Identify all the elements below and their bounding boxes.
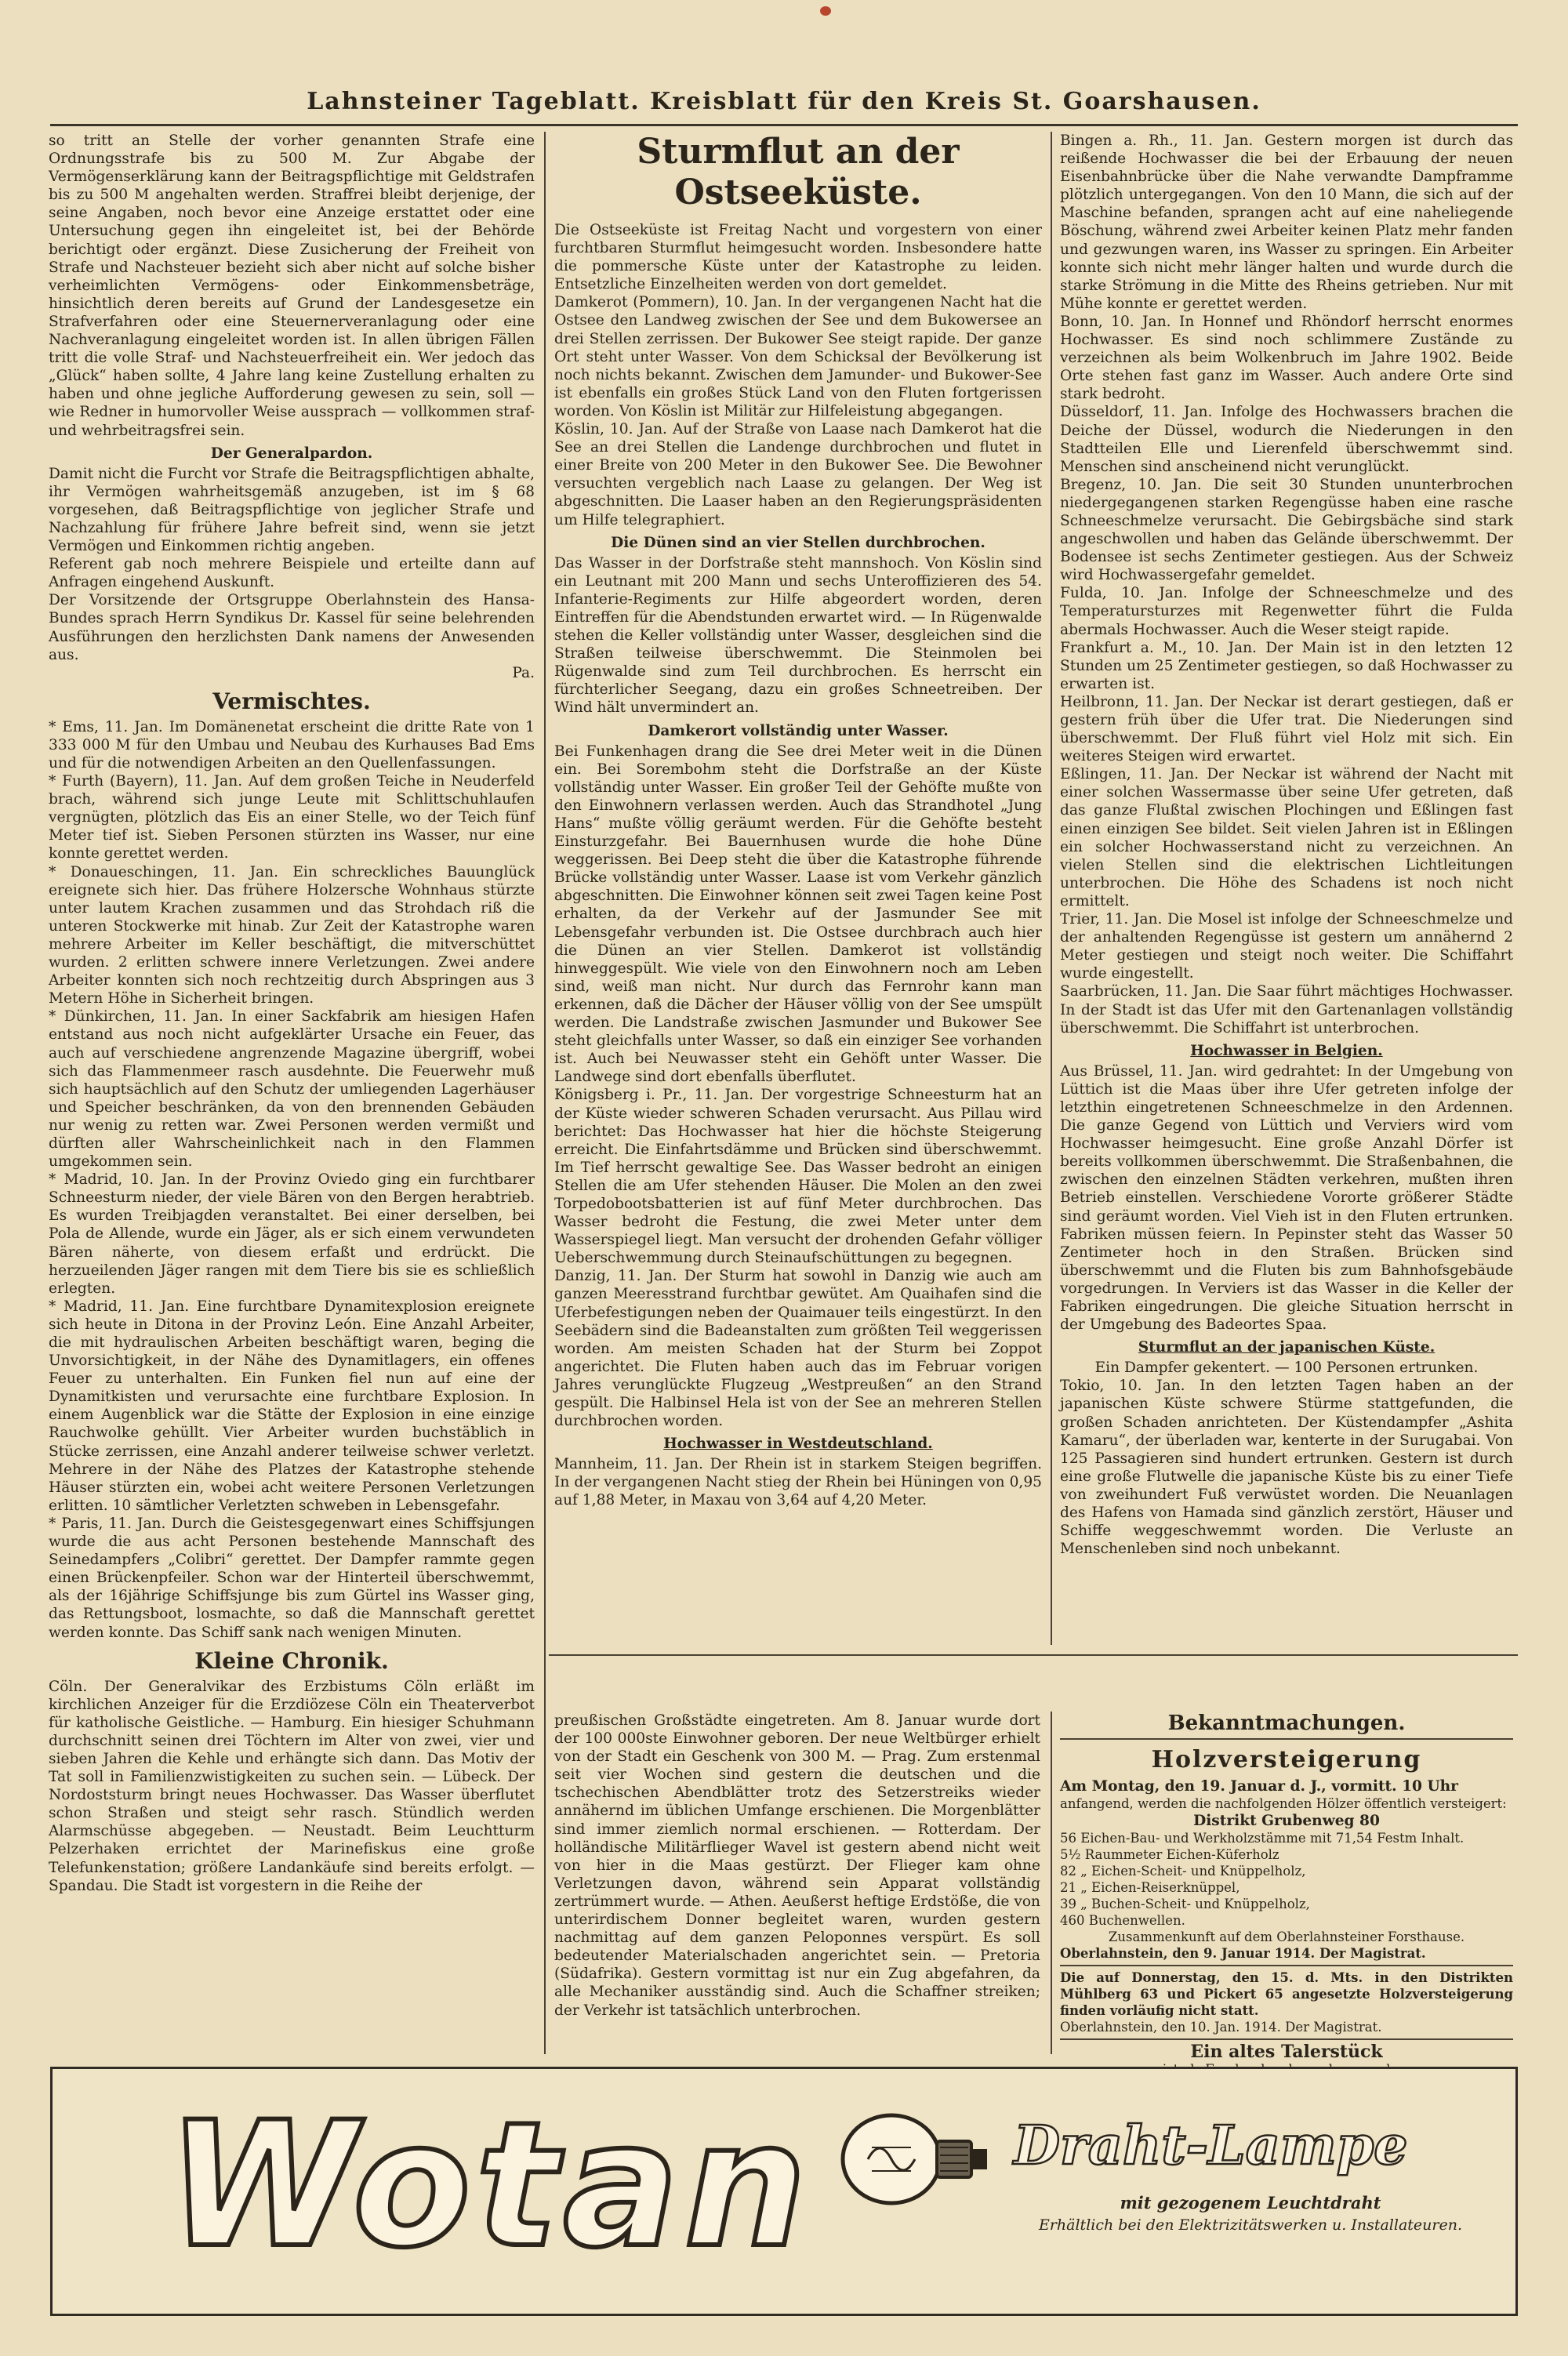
article-paragraph: Aus Brüssel, 11. Jan. wird gedrahtet: In der Umgebung von Lüttich ist die Maas über ihre Ufer getreten infolge der letzthin eingetretenen Schneeschmelze in den Ardennen. Die ganze Gegend von Lüttich und Verviers wird vom Hochwasser heimgesucht. Eine große Anzahl Dörfer ist bereits vollkommen überschwemmt. Die Straßenbahnen, die zwischen den einzelnen Städten verkehren, mußten ihren Betrieb einstellen. Verschiedene Vororte größerer Städte sind geräumt worden. Viel Vieh ist in den Fluten ertrunken. Fabriken müssen feiern. In Pepinster steht das Wasser 50 Zentimeter hoch in den Straßen. Brücken sind überschwemmt und die Fluten bis zum Bahnhofsgebäude vorgedrungen. In Verviers ist das Wasser in die Keller der Fabriken eingedrungen. Die gleiche Situation herrscht in der Umgebung des Badeortes Spaa. (1060, 1062, 1513, 1334)
auction-description: anfangend, werden die nachfolgenden Hölzer öffentlich versteigert: (1060, 1796, 1507, 1812)
announcements (1060, 1712, 1513, 2063)
section-rule (549, 1654, 1518, 1656)
column-rule-2 (1051, 132, 1052, 1645)
cancellation-text: Die auf Donnerstag, den 15. d. Mts. in den Distrikten Mühlberg 63 und Pickert 65 angesetzte Holzversteigerung finden vorläufig nicht statt. (1060, 1970, 1513, 2019)
article-paragraph: Referent gab noch mehrere Beispiele und erteilte dann auf Anfragen eingehend Auskunft. (49, 556, 535, 591)
section-title-kleine-chronik: Kleine Chronik. (194, 1647, 389, 1674)
sub-heading: Hochwasser in Belgien. (1190, 1042, 1383, 1059)
column-right (1060, 132, 1513, 1645)
auction-lot: 460 Buchenwellen. (1060, 1913, 1185, 1929)
article-paragraph: Damkerot (Pommern), 10. Jan. In der vergangenen Nacht hat die Ostsee den Landweg zwischen der See und dem Bukowersee an drei Stellen zerrissen. Der Bukower See steigt rapide. Der ganze Ort steht unter Wasser. Von dem Schicksal der Bevölkerung ist noch nichts bekannt. Zwischen dem Jamunder- und Bukower-See ist ebenfalls ein großes Stück Land von den Fluten fortgerissen worden. Von Köslin ist Militär zur Hilfeleistung abgegangen. (554, 294, 1042, 419)
news-item: * Madrid, 10. Jan. In der Provinz Oviedo ging ein furchtbarer Schneesturm nieder, der viele Bären von den Bergen herabtrieb. Es wurden Treibjagden veranstaltet. Bei einer derselben, bei Pola de Allende, wurde ein Jäger, als er sich einem verwundeten Bären näherte, von diesem erfaßt und erdrückt. Die herzueilenden Jäger rangen mit dem Tiere bis sie es schließlich erlegten. (49, 1171, 535, 1297)
light-bulb-icon (837, 2100, 993, 2218)
news-item: Cöln. Der Generalvikar des Erzbistums Cöln erläßt im kirchlichen Anzeiger für die Erzdiözese Cöln ein Theaterverbot für katholische Geistliche. — Hamburg. Ein hiesiger Schuhmann durchschnitt seinen drei Töchtern im Alter von zwei, vier und sieben Jahren die Kehle und erhängte sich dann. Das Motiv der Tat soll in Familienzwistigkeiten zu suchen sein. — Lübeck. Der Nordoststurm bringt neues Hochwasser. Das Wasser überflutet schon Straßen und steigt sehr rasch. Stündlich werden Alarmschüsse abgegeben. — Neustadt. Beim Leuchtturm Pelzerhaken errichtet der Marinefiskus eine große Telefunkenstation; größere Landankäufe sind bereits erfolgt. — Spandau. Die Stadt ist vorgestern in die Reihe der (49, 1678, 535, 1894)
auction-lot: 39 „ Buchen-Scheit- und Knüppelholz, (1060, 1897, 1310, 1912)
wotan-advertisement (50, 2067, 1518, 2316)
news-item: * Paris, 11. Jan. Durch die Geistesgegenwart eines Schiffsjungen wurde die aus acht Personen bestehende Mannschaft des Seinedampfers „Colibri“ gerettet. Der Dampfer rammte gegen einen Brückenpfeiler. Schon war der Hinterteil überschwemmt, als der 16jährige Schiffsjunge bis zum Gürtel ins Wasser ging, das Rettungsboot, losmachte, so daß die Mannschaft gerettet werden konnte. Das Schiff sank nach wenigen Minuten. (49, 1515, 535, 1641)
section-title-vermischtes: Vermischtes. (212, 688, 371, 714)
news-item: * Madrid, 11. Jan. Eine furchtbare Dynamitexplosion ereignete sich heute in Ditona in der Provinz León. Eine Anzahl Arbeiter, die mit hydraulischen Arbeiten beschäftigt waren, beging die Unvorsichtigkeit, in der Nähe des Dynamitlagers, ein offenes Feuer zu unterhalten. Ein Funken fiel nun auf eine der Dynamitkisten und verursachte eine furchtbare Explosion. In einem Augenblick war die Stätte der Explosion in eine einzige Rauchwolke gehüllt. Vier Arbeiter wurden buchstäblich in Stücke zerrissen, eine Anzahl anderer teilweise schwer verletzt. Mehrere in der Nähe des Platzes der Katastrophe stehende Häuser stürzten ein, wobei acht weitere Personen Verletzungen erlitten. 10 sämtlicher Verletzten schweben in Lebensgefahr. (49, 1298, 535, 1514)
sub-heading: Die Dünen sind an vier Stellen durchbrochen. (611, 534, 985, 551)
article-paragraph: Das Wasser in der Dorfstraße steht mannshoch. Von Köslin sind ein Leutnant mit 200 Mann und sechs Unteroffizieren des 54. Infanterie-Regiments zur Hilfe abgeordert worden, deren Eintreffen für die Abendstunden erwartet wird. — In Rügenwalde stehen die Keller vollständig unter Wasser, desgleichen sind die Straßen teilweise überschwemmt. Die Steinmolen bei Rügenwalde sind zum Teil durchbrochen. Es herrscht ein fürchterlicher Seegang, dazu ein großes Schneetreiben. Der Wind hält unvermindert an. (554, 554, 1042, 717)
auction-title: Holzversteigerung (1151, 1746, 1422, 1773)
article-paragraph: Eßlingen, 11. Jan. Der Neckar ist während der Nacht mit einer solchen Wassermasse über seine Ufer getreten, daß das ganze Flußtal zwischen Plochingen und Eßlingen fast einen einzigen See bildet. Seit vielen Jahren ist in Eßlingen ein solcher Hochwasserstand nicht zu verzeichnen. An vielen Stellen sind die elektrischen Lichtleitungen unterbrochen. Die Höhe des Schadens ist noch nicht ermittelt. (1060, 766, 1513, 909)
auction-notice (1060, 1738, 1513, 1962)
column-rule-3 (1051, 1712, 1052, 2054)
auction-district: Distrikt Grubenweg 80 (1193, 1813, 1380, 1830)
news-item: * Furth (Bayern), 11. Jan. Auf dem großen Teiche in Neuderfeld brach, während sich junge Leute mit Schlittschuhlaufen vergnügten, plötzlich das Eis an einer Stelle, wo der Teich fünf Meter tief ist. Sieben Personen stürzten ins Wasser, nur eine konnte gerettet werden. (49, 773, 535, 862)
column-left (49, 132, 535, 2054)
article-paragraph: Mannheim, 11. Jan. Der Rhein ist in starkem Steigen begriffen. In der vergangenen Nacht stieg der Rhein bei Hüningen von 0,95 auf 1,88 Meter, in Maxau von 3,64 auf 4,20 Meter. (554, 1456, 1042, 1509)
column-rule-1 (544, 132, 546, 2054)
section-heading: Der Generalpardon. (210, 445, 373, 462)
article-paragraph: Köslin, 10. Jan. Auf der Straße von Laase nach Damkerot hat die See an drei Stellen die Landenge durchbrochen und flutet in einer Breite von 200 Meter in den Bukower See. Die Bewohner versuchten vergeblich nach Laase zu gelangen. Der Weg ist abgeschnitten. Die Laaser haben an den Regierungspräsidenten um Hilfe telegraphiert. (554, 421, 1042, 528)
article-paragraph: Bei Funkenhagen drang die See drei Meter weit in die Dünen ein. Bei Sorembohm steht die Dorfstraße an der Küste vollständig unter Wasser. Ein großer Teil der Gehöfte mußte von den Einwohnern verlassen werden. Auch das Strandhotel „Jung Hans“ mußte völlig geräumt werden. Für die Gehöfte besteht Einsturzgefahr. Bei Bauernhusen wurde die hohe Düne weggerissen. Bei Deep steht die über die Katastrophe führende Brücke vollständig unter Wasser. Laase ist vom Verkehr gänzlich abgeschnitten. Die Einwohner können seit zwei Tagen keine Post erhalten, da der Verkehr auf der Jasmunder See mit Lebensgefahr verbunden ist. Die Ostsee durchbrach auch hier die Dünen an vier Stellen. Damkerot ist vollständig hinweggespült. Wie viele von den Einwohnern noch am Leben sind, weiß man nicht. Nur durch das Fernrohr kann man erkennen, daß die Dächer der Häuser völlig von der See umspült werden. Die Landstraße zwischen Jasmunder und Bukower See steht gleichfalls unter Wasser, so daß ein einziger See vorhanden ist. Auch bei Neuwasser steht ein Gehöft unter Wasser. Die Landwege sind dort ebenfalls überflutet. (554, 742, 1042, 1086)
article-paragraph: Düsseldorf, 11. Jan. Infolge des Hochwassers brachen die Deiche der Düssel, wodurch die Niederungen in den Stadtteilen Elle und Lierenfeld überschwemmt sind. Menschen sind anscheinend nicht verunglückt. (1060, 404, 1513, 475)
author-initials: Pa. (512, 664, 535, 681)
page-damage-mark (820, 6, 831, 16)
auction-lot: 56 Eichen-Bau- und Werkholzstämme mit 71,54 Festm Inhalt. (1060, 1831, 1465, 1846)
column-middle-lower (554, 1712, 1040, 2054)
news-item: * Dünkirchen, 11. Jan. In einer Sackfabrik am hiesigen Hafen entstand aus noch nicht aufgeklärter Ursache ein Feuer, das auch auf verschiedene angrenzende Magazine übergriff, wobei sich das Flammenmeer rasch ausdehnte. Die Feuerwehr muß sich hauptsächlich auf den Schutz der umliegenden Lagerhäuser und Speicher beschränken, da von den brennenden Gebäuden nur wenig zu retten war. Zwei Personen werden vermißt und dürften aller Wahrscheinlichkeit nach in den Flammen umgekommen sein. (49, 1008, 535, 1171)
article-paragraph: Tokio, 10. Jan. In den letzten Tagen haben an der japanischen Küste schwere Stürme stattgefunden, die großen Schaden anrichteten. Der Küstendampfer „Ashita Kamaru“, der überladen war, kenterte in der Surugabai. Von 125 Passagieren sind hundert ertrunken. Gestern ist durch eine große Flutwelle die japanische Küste bis zu einer Tiefe von zweihundert Fuß verwüstet worden. Die Neuanlagen des Hafens von Hamada sind gänzlich zerstört, Häuser und Schiffe weggeschwemmt worden. Die Verluste an Menschenleben sind noch unbekannt. (1060, 1378, 1513, 1558)
article-paragraph: Saarbrücken, 11. Jan. Die Saar führt mächtiges Hochwasser. In der Stadt ist das Ufer mit den Gartenanlagen vollständig überschwemmt. Die Schiffahrt ist unterbrochen. (1060, 983, 1513, 1036)
cancellation-notice (1060, 1965, 1513, 2035)
article-paragraph: Bregenz, 10. Jan. Die seit 30 Stunden ununterbrochen niedergegangenen starken Regengüsse haben eine rasche Schneeschmelze verursacht. Die Gebirgsbäche sind stark angeschwollen und haben das Gelände überschwemmt. Der Bodensee ist sechs Zentimeter gestiegen. Aus der Schweiz wird Hochwassergefahr gemeldet. (1060, 476, 1513, 584)
auction-lot: 82 „ Eichen-Scheit- und Knüppelholz, (1060, 1864, 1306, 1879)
sub-heading: Damkerort vollständig unter Wasser. (648, 722, 949, 739)
announcements-title: Bekanntmachungen. (1167, 1712, 1406, 1735)
article-paragraph: Bonn, 10. Jan. In Honnef und Rhöndorf herrscht enormes Hochwasser. Es sind noch schlimmere Zustände zu verzeichnen als beim Wolkenbruch im Jahre 1902. Beide Orte stehen fast ganz im Wasser. Auch andere Orte sind stark bedroht. (1060, 313, 1513, 403)
lost-found-title: Ein altes Talerstück (1190, 2042, 1383, 2063)
news-item: preußischen Großstädte eingetreten. Am 8. Januar wurde dort der 100 000ste Einwohner geboren. Der neue Weltbürger erhielt von der Stadt ein Geschenk von 300 M. — Prag. Zum erstenmal seit vier Wochen sind gestern die deutschen und die tschechischen Abendblätter trotz des Setzerstreiks wieder annähernd im üblichen Umfange erschienen. Die Morgenblätter sind immer ziemlich normal erschienen. — Rotterdam. Der holländische Militärflieger Wavel ist gestern abend nicht weit von hier in die Maas gestürzt. Der Flieger kam ohne Verletzungen davon, während sein Apparat vollständig zertrümmert wurde. — Athen. Aeußerst heftige Erdstöße, die von unterirdischem Donner begleitet waren, wurden gestern nachmittag auf dem ganzen Peloponnes verspürt. Es soll bedeutender Materialschaden angerichtet sein. — Pretoria (Südafrika). Gestern vormittag ist nur ein Zug abgefahren, da alle Mechaniker ausständig sind. Auch die Schaffner streiken; der Verkehr ist tatsächlich unterbrochen. (554, 1712, 1040, 2019)
auction-date: Am Montag, den 19. Januar d. J., vormitt. 10 Uhr (1060, 1778, 1458, 1795)
column-middle (554, 132, 1042, 1645)
auction-signature: Oberlahnstein, den 9. Januar 1914. Der Magistrat. (1060, 1946, 1426, 1962)
ad-tagline: mit gezogenem Leuchtdraht (1120, 2193, 1381, 2213)
article-paragraph: Der Vorsitzende der Ortsgruppe Oberlahnstein des Hansa-Bundes sprach Herrn Syndikus Dr. Kassel für seine belehrenden Ausführungen den herzlichsten Dank namens der Anwesenden aus. (49, 592, 535, 663)
auction-meeting-point: Zusammenkunft auf dem Oberlahnsteiner Forsthause. (1108, 1929, 1465, 1945)
masthead-rule (50, 124, 1518, 126)
article-paragraph: Danzig, 11. Jan. Der Sturm hat sowohl in Danzig wie auch am ganzen Meeresstrand furchtbar gewütet. Am Quaihafen sind die Uferbefestigungen neben der Quaimauer teils eingestürzt. In den Seebädern sind die Badeanstalten zum größten Teil weggerissen worden. Am meisten Schaden hat der Sturm bei Zoppot angerichtet. Die Fluten haben auch das im Februar vorigen Jahres verunglückte Flugzeug „Westpreußen“ an den Strand gespült. Die Halbinsel Hela ist von der See an mehreren Stellen durchbrochen worden. (554, 1268, 1042, 1430)
ad-product-name: Draht-Lampe (1014, 2115, 1408, 2177)
main-headline: Sturmflut an der Ostseeküste. (637, 132, 960, 212)
sub-heading: Hochwasser in Westdeutschland. (663, 1436, 933, 1453)
article-paragraph: Frankfurt a. M., 10. Jan. Der Main ist in den letzten 12 Stunden um 25 Zentimeter gestiegen, so daß Hochwasser zu erwarten ist. (1060, 639, 1513, 692)
news-item: * Ems, 11. Jan. Im Domänenetat erscheint die dritte Rate von 1 333 000 M für den Umbau und Neubau des Kurhauses Bad Ems und für die notwendigen Arbeiten an den Quellenfassungen. (49, 718, 535, 771)
auction-lot: 5½ Raummeter Eichen-Küferholz (1060, 1847, 1279, 1863)
article-paragraph: Fulda, 10. Jan. Infolge der Schneeschmelze und des Temperatursturzes mit Regenwetter führt die Fulda abermals Hochwasser. Auch die Weser steigt rapide. (1060, 585, 1513, 638)
article-paragraph: Die Ostseeküste ist Freitag Nacht und vorgestern von einer furchtbaren Sturmflut heimgesucht worden. Insbesondere hatte die pommersche Küste unter der Katastrophe zu leiden. Entsetzliche Einzelheiten werden von dort gemeldet. (554, 222, 1042, 293)
article-paragraph: Bingen a. Rh., 11. Jan. Gestern morgen ist durch das reißende Hochwasser die bei der Erbauung der neuen Eisenbahnbrücke über die Nahe verwandte Dampframme plötzlich untergegangen. Von den 10 Mann, die sich auf der Maschine befanden, sprangen acht auf eine naheliegende Böschung, während zwei Arbeiter keinen Platz mehr fanden und gezwungen waren, ins Wasser zu springen. Ein Arbeiter konnte sich nicht mehr länger halten und wurde durch die starke Strömung in die Mitte des Rheins getrieben. Nur mit Mühe konnte er gerettet werden. (1060, 133, 1513, 312)
article-paragraph: Königsberg i. Pr., 11. Jan. Der vorgestrige Schneesturm hat an der Küste wieder schweren Schaden verursacht. Aus Pillau wird berichtet: Das Hochwasser hat hier die höchste Steigerung erreicht. Die Einfahrtsdämme und Brücken sind überschwemmt. Im Tief herrscht gewaltige See. Das Wasser bedroht an einigen Stellen die am Ufer stehenden Häuser. Die Molen an den zwei Torpedobootsbatterien ist auf fünf Meter durchbrochen. Das Wasser bedroht die Festung, die zwei Meter unter dem Wasserspiegel liegt. Man versucht der drohenden Gefahr völliger Ueberschwemmung durch Steinaufschüttungen zu begegnen. (554, 1087, 1042, 1267)
ad-brand-name: Wotan (167, 2085, 812, 2285)
sub-deck: Ein Dampfer gekentert. — 100 Personen ertrunken. (1094, 1360, 1479, 1377)
sub-heading: Sturmflut an der japanischen Küste. (1138, 1339, 1436, 1356)
masthead: Lahnsteiner Tageblatt. Kreisblatt für den Kreis St. Goarshausen. (307, 88, 1261, 115)
auction-lot: 21 „ Eichen-Reiserknüppel, (1060, 1880, 1240, 1896)
cancellation-signature: Oberlahnstein, den 10. Jan. 1914. Der Magistrat. (1060, 2020, 1382, 2035)
article-paragraph: Trier, 11. Jan. Die Mosel ist infolge der Schneeschmelze und der anhaltenden Regengüsse ist gestern um annähernd 2 Meter gestiegen und steigt noch weiter. Die Schiffahrt wurde eingestellt. (1060, 911, 1513, 982)
ad-availability: Erhältlich bei den Elektrizitätswerken u. Installateuren. (1038, 2216, 1463, 2234)
article-paragraph: so tritt an Stelle der vorher genannten Strafe eine Ordnungsstrafe bis zu 500 M. Zur Abgabe der Vermögenserklärung kann der Beitragspflichtige mit Geldstrafen bis zu 500 M angehalten werden. Straffrei bleibt derjenige, der seine Angaben, noch bevor eine Anzeige erstattet oder eine Untersuchung gegen ihn eingeleitet ist, bei der Behörde berichtigt oder ergänzt. Diese Zusicherung der Freiheit von Strafe und Nachsteuer bezieht sich aber nicht auf solche bisher verheimlichten Vermögens- oder Einkommensbeträge, hinsichtlich deren bereits auf Grund der Landesgesetze ein Strafverfahren oder eine Steuernerveranlagung oder eine Nachveranlagung eingeleitet worden ist. In allen übrigen Fällen tritt die volle Straf- und Nachsteuerfreiheit ein. Wer jedoch das „Glück“ haben sollte, 4 Jahre lang keine Zustellung erhalten zu haben und ohne jegliche Aufforderung gewesen zu sein, soll — wie Redner in humorvoller Weise aussprach — vollkommen straf- und wehrbeitragsfrei sein. (49, 133, 535, 439)
article-paragraph: Heilbronn, 11. Jan. Der Neckar ist derart gestiegen, daß er gestern früh über die Ufer trat. Die Niederungen sind überschwemmt. Der Fluß führt viel Holz mit sich. Ein weiteres Steigen wird erwartet. (1060, 693, 1513, 765)
article-paragraph: Damit nicht die Furcht vor Strafe die Beitragspflichtigen abhalte, ihr Vermögen wahrheitsgemäß anzugeben, ist im § 68 vorgesehen, daß Beitragspflichtige von jeglicher Strafe und Nachzahlung für frühere Jahre befreit sind, wenn sie jetzt Vermögen und Einkommen richtig angeben. (49, 465, 535, 555)
news-item: * Donaueschingen, 11. Jan. Ein schreckliches Bauunglück ereignete sich hier. Das frühere Holzersche Wohnhaus stürzte unter lautem Krachen zusammen und das Strohdach riß die unteren Stockwerke mit hinab. Zur Zeit der Katastrophe waren mehrere Arbeiter im Keller beschäftigt, die mitverschüttet wurden. 2 erlitten schwere innere Verletzungen. Zwei andere Arbeiter konnten sich noch rechtzeitig durch Abspringen aus 3 Metern Höhe in Sicherheit bringen. (49, 863, 535, 1007)
